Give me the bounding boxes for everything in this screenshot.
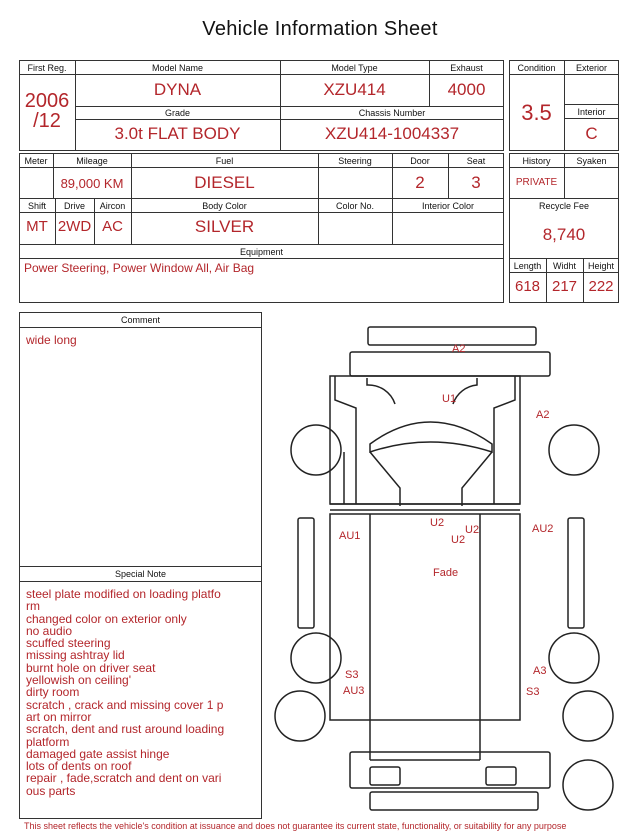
page-title: Vehicle Information Sheet bbox=[202, 18, 438, 40]
width-label: Widht bbox=[552, 261, 576, 271]
syaken-label: Syaken bbox=[576, 156, 607, 166]
first-reg-label: First Reg. bbox=[27, 63, 67, 73]
width-value: 217 bbox=[551, 278, 578, 295]
mark-u2-a: U2 bbox=[430, 517, 445, 529]
equipment-label: Equipment bbox=[239, 247, 284, 257]
drive-label: Drive bbox=[63, 201, 85, 211]
mark-au3: AU3 bbox=[343, 685, 365, 697]
special-note-line: platform bbox=[26, 734, 70, 749]
exterior-label: Exterior bbox=[575, 63, 607, 73]
grade-label: Grade bbox=[164, 108, 190, 118]
door-label: Door bbox=[410, 156, 430, 166]
mark-a2-right: A2 bbox=[536, 409, 550, 421]
mark-fade: Fade bbox=[433, 567, 459, 579]
history-label: History bbox=[522, 156, 551, 166]
comment-text: wide long bbox=[26, 333, 77, 347]
meter-label: Meter bbox=[24, 156, 48, 166]
shift-value: MT bbox=[26, 218, 48, 235]
door-value: 2 bbox=[415, 173, 425, 192]
history-value: PRIVATE bbox=[515, 177, 558, 188]
equipment-value: Power Steering, Power Window All, Air Bag bbox=[24, 261, 255, 275]
length-label: Length bbox=[513, 261, 542, 271]
steering-label: Steering bbox=[338, 156, 372, 166]
special-note-line: steel plate modified on loading platfo bbox=[26, 587, 221, 601]
length-value: 618 bbox=[514, 278, 541, 295]
interior-value: C bbox=[585, 124, 598, 143]
height-label: Height bbox=[587, 261, 614, 271]
mark-au1: AU1 bbox=[339, 530, 361, 542]
grade-value: 3.0t FLAT BODY bbox=[114, 124, 241, 143]
mark-u1: U1 bbox=[442, 393, 457, 405]
body-color-label: Body Color bbox=[202, 201, 247, 211]
aircon-label: Aircon bbox=[99, 201, 126, 211]
special-note-line: lots of dents on roof bbox=[26, 759, 132, 774]
special-note-line: rm bbox=[26, 599, 40, 614]
special-note-line: no audio bbox=[26, 623, 73, 638]
special-note-label: Special Note bbox=[114, 569, 167, 579]
body-color-value: SILVER bbox=[194, 217, 255, 236]
mark-a3: A3 bbox=[533, 665, 547, 677]
mark-u2-b: U2 bbox=[465, 524, 480, 536]
seat-label: Seat bbox=[466, 156, 486, 166]
mark-s3-left: S3 bbox=[345, 669, 359, 681]
height-value: 222 bbox=[588, 278, 614, 295]
special-note-line: dirty room bbox=[26, 685, 80, 700]
mark-au2: AU2 bbox=[532, 523, 554, 535]
chassis-number-label: Chassis Number bbox=[358, 108, 426, 118]
chassis-number-value: XZU414-1004337 bbox=[324, 124, 460, 143]
special-note-line: damaged gate assist hinge bbox=[26, 746, 170, 761]
interior-color-label: Interior Color bbox=[421, 201, 475, 211]
special-note-line: ous parts bbox=[26, 783, 76, 798]
first-reg-month: /12 bbox=[33, 110, 61, 132]
special-note-line: yellowish on ceiling' bbox=[26, 673, 132, 688]
seat-value: 3 bbox=[471, 173, 481, 192]
special-note-line: scratch , crack and missing cover 1 p bbox=[26, 697, 224, 712]
model-name-label: Model Name bbox=[151, 63, 204, 73]
model-name-value: DYNA bbox=[153, 80, 202, 99]
interior-label: Interior bbox=[577, 107, 606, 117]
condition-label: Condition bbox=[517, 63, 556, 73]
color-no-label: Color No. bbox=[335, 201, 374, 211]
fuel-label: Fuel bbox=[215, 156, 234, 166]
mark-a2-top: A2 bbox=[452, 343, 466, 355]
recycle-fee-label: Recycle Fee bbox=[538, 201, 590, 211]
special-note-line: changed color on exterior only bbox=[26, 611, 187, 626]
special-note-line: art on mirror bbox=[26, 709, 92, 724]
model-type-value: XZU414 bbox=[323, 80, 386, 99]
special-note-line: missing ashtray lid bbox=[26, 648, 125, 663]
disclaimer-footer: This sheet reflects the vehicle's condition at issuance and does not guarantee its current state, functionality, or suitability for any purpose bbox=[24, 821, 567, 831]
mark-s3-right: S3 bbox=[526, 686, 540, 698]
special-note-line: repair , fade,scratch and dent on vari bbox=[26, 771, 222, 786]
special-note-line: scratch, dent and rust around loading bbox=[26, 722, 225, 737]
shift-label: Shift bbox=[27, 201, 46, 211]
mark-u2-c: U2 bbox=[451, 534, 466, 546]
comment-label: Comment bbox=[120, 315, 160, 325]
fuel-value: DIESEL bbox=[194, 173, 255, 192]
mileage-value: 89,000 KM bbox=[60, 176, 124, 191]
aircon-value: AC bbox=[102, 218, 123, 235]
first-reg-year: 2006 bbox=[24, 90, 70, 112]
exhaust-label: Exhaust bbox=[450, 63, 483, 73]
condition-value: 3.5 bbox=[521, 100, 552, 125]
special-note-line: scuffed steering bbox=[26, 636, 111, 651]
special-note-line: burnt hole on driver seat bbox=[26, 660, 156, 675]
drive-value: 2WD bbox=[57, 218, 92, 235]
model-type-label: Model Type bbox=[331, 63, 378, 73]
mileage-label: Mileage bbox=[76, 156, 108, 166]
recycle-fee-value: 8,740 bbox=[542, 225, 586, 244]
exhaust-value: 4000 bbox=[447, 80, 486, 99]
